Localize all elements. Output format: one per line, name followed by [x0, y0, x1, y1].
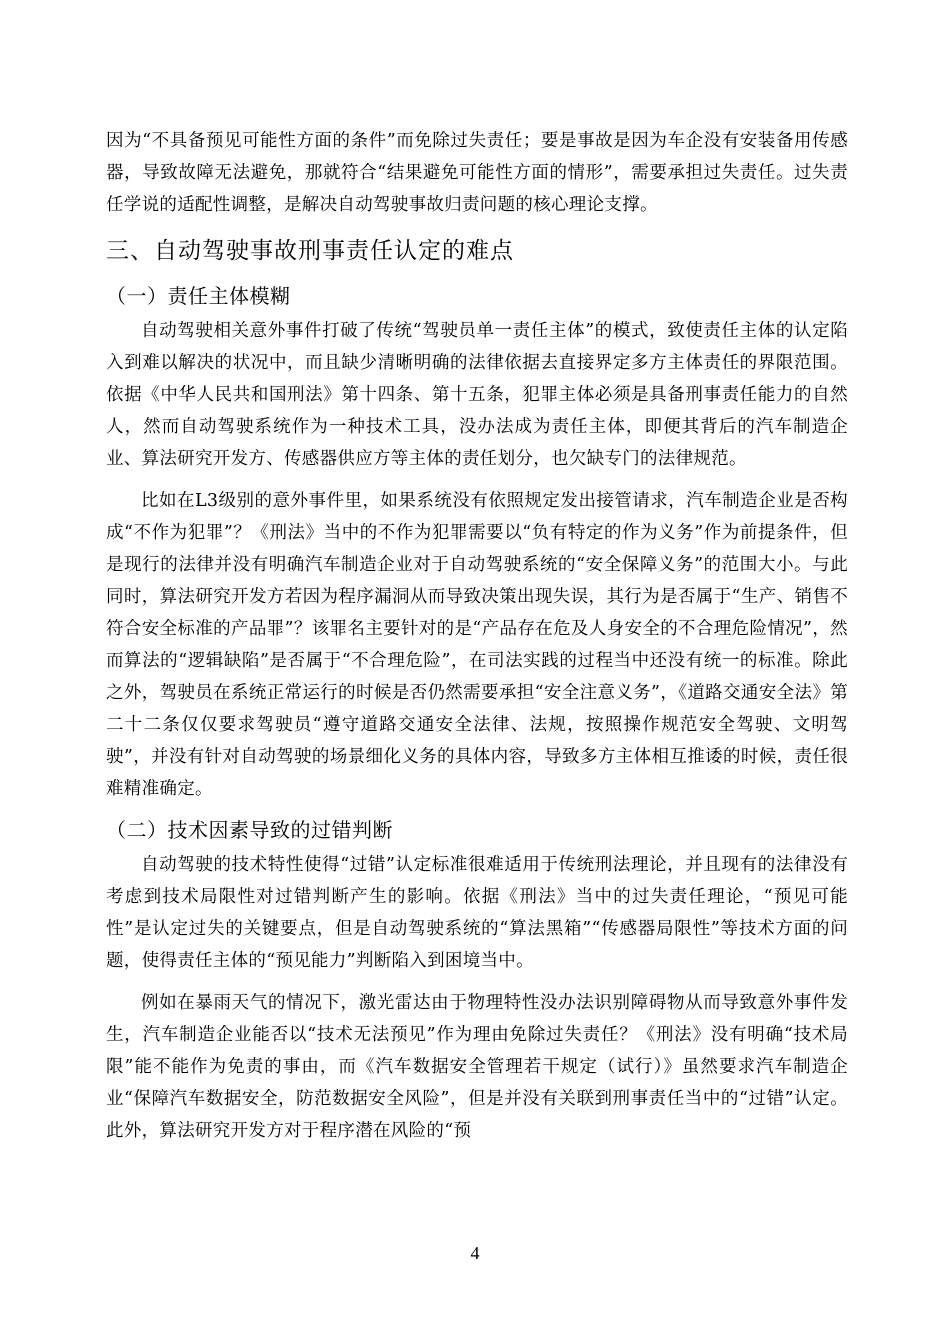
subsection-heading-1: （一）责任主体模糊	[106, 284, 291, 308]
paragraph: 自动驾驶相关意外事件打破了传统“驾驶员单一责任主体”的模式，致使责任主体的认定陷入到难以解决的状况中，而且缺少清晰明确的法律依据去直接界定多方主体责任的界限范围。依据《中华人民共和国刑法》第十四条、第十五条，犯罪主体必须是具备刑事责任能力的自然人，然而自动驾驶系统作为一种技术工具，没办法成为责任主体，即便其背后的汽车制造企业、算法研究开发方、传感器供应方等主体的责任划分，也欠缺专门的法律规范。	[106, 321, 848, 469]
paragraph: 例如在暴雨天气的情况下，激光雷达由于物理特性没办法识别障碍物从而导致意外事件发生，汽车制造企业能否以“技术无法预见”作为理由免除过失责任？《刑法》没有明确“技术局限”能不能作为免责的事由，而《汽车数据安全管理若干规定（试行）》虽然要求汽车制造企业“保障汽车数据安全，防范数据安全风险”，但是并没有关联到刑事责任当中的“过错”认定。此外，算法研究开发方对于程序潜在风险的“预	[106, 993, 848, 1141]
page-number: 4	[470, 1243, 480, 1263]
paragraph-continued: 因为“不具备预见可能性方面的条件”而免除过失责任；要是事故是因为车企没有安装备用传感器，导致故障无法避免，那就符合“结果避免可能性方面的情形”，需要承担过失责任。过失责任学说的适配性调整，是解决自动驾驶事故归责问题的核心理论支撑。	[106, 131, 848, 215]
document-body	[106, 125, 848, 1147]
paragraph: 比如在L3级别的意外事件里，如果系统没有依照规定发出接管请求，汽车制造企业是否构成“不作为犯罪”？《刑法》当中的不作为犯罪需要以“负有特定的作为义务”作为前提条件，但是现行的法律并没有明确汽车制造企业对于自动驾驶系统的“安全保障义务”的范围大小。与此同时，算法研究开发方若因为程序漏洞从而导致决策出现失误，其行为是否属于“生产、销售不符合安全标准的产品罪”？该罪名主要针对的是“产品存在危及人身安全的不合理危险情况”，然而算法的“逻辑缺陷”是否属于“不合理危险”，在司法实践的过程当中还没有统一的标准。除此之外，驾驶员在系统正常运行的时候是否仍然需要承担“安全注意义务”，《道路交通安全法》第二十二条仅仅要求驾驶员“遵守道路交通安全法律、法规，按照操作规范安全驾驶、文明驾驶”，并没有针对自动驾驶的场景细化义务的具体内容，导致多方主体相互推诿的时候，责任很难精准确定。	[106, 491, 848, 799]
paragraph: 自动驾驶的技术特性使得“过错”认定标准很难适用于传统刑法理论，并且现有的法律没有考虑到技术局限性对过错判断产生的影响。依据《刑法》当中的过失责任理论，“预见可能性”是认定过失的关键要点，但是自动驾驶系统的“算法黑箱”“传感器局限性”等技术方面的问题，使得责任主体的“预见能力”判断陷入到困境当中。	[106, 855, 848, 971]
subsection-heading-2: （二）技术因素导致的过错判断	[106, 818, 393, 842]
section-heading: 三、自动驾驶事故刑事责任认定的难点	[106, 238, 514, 264]
